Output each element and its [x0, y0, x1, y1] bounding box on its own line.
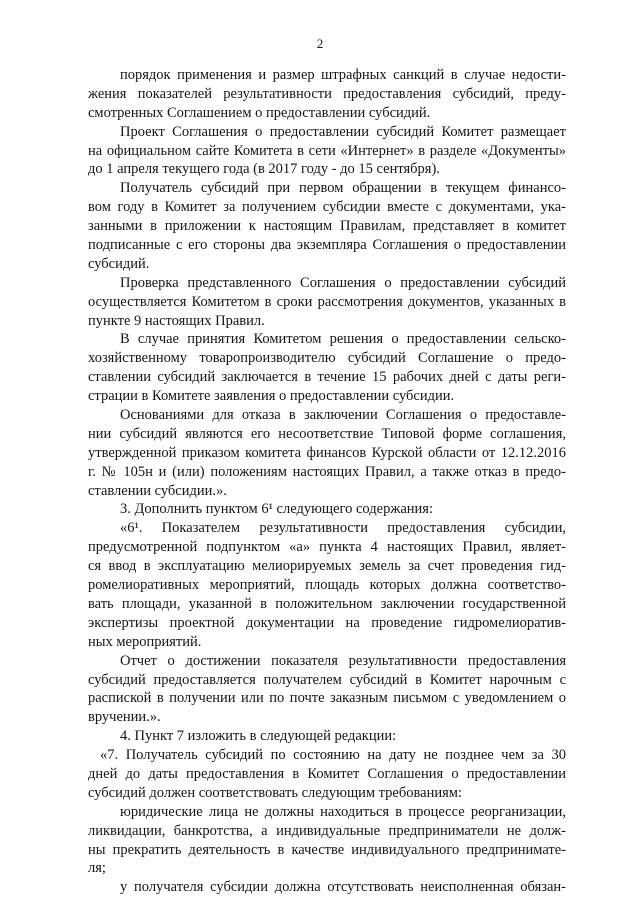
text-line: «6¹. Показателем результативности предоставления субсидии, — [120, 520, 566, 537]
text-line: предусмотренной подпунктом «а» пункта 4 настоящих Правил, являет- — [88, 539, 566, 556]
text-line: занными в приложении к настоящим Правилам, представляет в комитет — [88, 218, 566, 235]
text-line: подписанные с его стороны два экземпляра Соглашения о предоставлении — [88, 237, 566, 254]
text-line: ля; — [88, 860, 106, 877]
text-line: у получателя субсидии должна отсутствовать неисполненная обязан- — [120, 879, 566, 896]
text-line: ных мероприятий. — [88, 633, 202, 650]
text-line: субсидий должен соответствовать следующим требованиям: — [88, 784, 462, 801]
text-line: вручении.». — [88, 709, 161, 726]
text-line: утвержденной приказом комитета финансов Курской области от 12.12.2016 — [88, 444, 566, 461]
text-line: Проект Соглашения о предоставлении субсидий Комитет размещает — [120, 123, 566, 140]
text-line: дней до даты предоставления в Комитет Соглашения о предоставлении — [88, 765, 566, 782]
text-line: нии субсидий являются его несоответствие Типовой форме соглашения, — [88, 425, 566, 442]
text-line: Проверка представленного Соглашения о предоставлении субсидий — [120, 274, 566, 291]
text-line: 3. Дополнить пунктом 6¹ следующего содержания: — [120, 501, 433, 518]
text-line: ставлении субсидии.». — [88, 482, 227, 499]
text-line: вать площади, указанной в положительном заключении государственной — [88, 595, 566, 612]
text-line: субсидий предоставляется получателем субсидий в Комитет нарочным с — [88, 671, 566, 688]
text-line: на официальном сайте Комитета в сети «Интернет» в разделе «Документы» — [88, 142, 566, 159]
text-line: смотренных Соглашением о предоставлении субсидий. — [88, 104, 431, 121]
text-line: В случае принятия Комитетом решения о предоставлении сельско- — [120, 331, 566, 348]
text-line: осуществляется Комитетом в сроки рассмотрения документов, указанных в — [88, 293, 566, 310]
text-line: Основаниями для отказа в заключении Соглашения о предоставле- — [120, 407, 566, 424]
text-line: Получатель субсидий при первом обращении в текущем финансо- — [120, 180, 566, 197]
text-line: жения показателей результативности предоставления субсидий, преду- — [88, 85, 566, 102]
text-line: ставлении субсидий заключается в течение 15 рабочих дней с даты реги- — [88, 369, 566, 386]
text-line: юридические лица не должны находиться в процессе реорганизации, — [120, 803, 566, 820]
text-line: ны прекратить деятельность в качестве индивидуального предпринимате- — [88, 841, 566, 858]
text-line: Отчет о достижении показателя результативности предоставления — [120, 652, 566, 669]
text-line: 4. Пункт 7 изложить в следующей редакции: — [120, 728, 397, 745]
text-line: ликвидации, банкротства, а индивидуальные предприниматели не долж- — [88, 822, 566, 839]
document-body — [88, 66, 566, 897]
text-line: «7. Получатель субсидий по состоянию на дату не позднее чем за 30 — [100, 747, 566, 764]
text-line: порядок применения и размер штрафных санкций в случае недости- — [120, 67, 566, 83]
text-line: страции в Комитете заявления о предоставлении субсидии. — [88, 388, 455, 405]
text-line: вом году в Комитет за получением субсидии вместе с документами, ука- — [88, 199, 566, 216]
text-line: распиской в получении или по почте заказным письмом с уведомлением о — [88, 690, 566, 707]
text-line: ся ввод в эксплуатацию мелиорируемых земель за счет проведения гид- — [88, 558, 566, 575]
page-number: 2 — [316, 36, 324, 51]
text-line: экспертизы проектной документации на проведение гидромелиоратив- — [88, 614, 566, 631]
text-line: пункте 9 настоящих Правил. — [88, 312, 265, 329]
text-line: г. № 105н и (или) положениям настоящих Правил, а также отказ в предо- — [88, 463, 566, 480]
text-line: ромелиоративных мероприятий, площадь которых должна соответство- — [88, 577, 566, 594]
text-line: хозяйственному товаропроизводителю субсидий Соглашение о предо- — [88, 350, 566, 367]
text-line: субсидий. — [88, 255, 150, 272]
text-line: до 1 апреля текущего года (в 2017 году - до 15 сентября). — [88, 161, 440, 178]
